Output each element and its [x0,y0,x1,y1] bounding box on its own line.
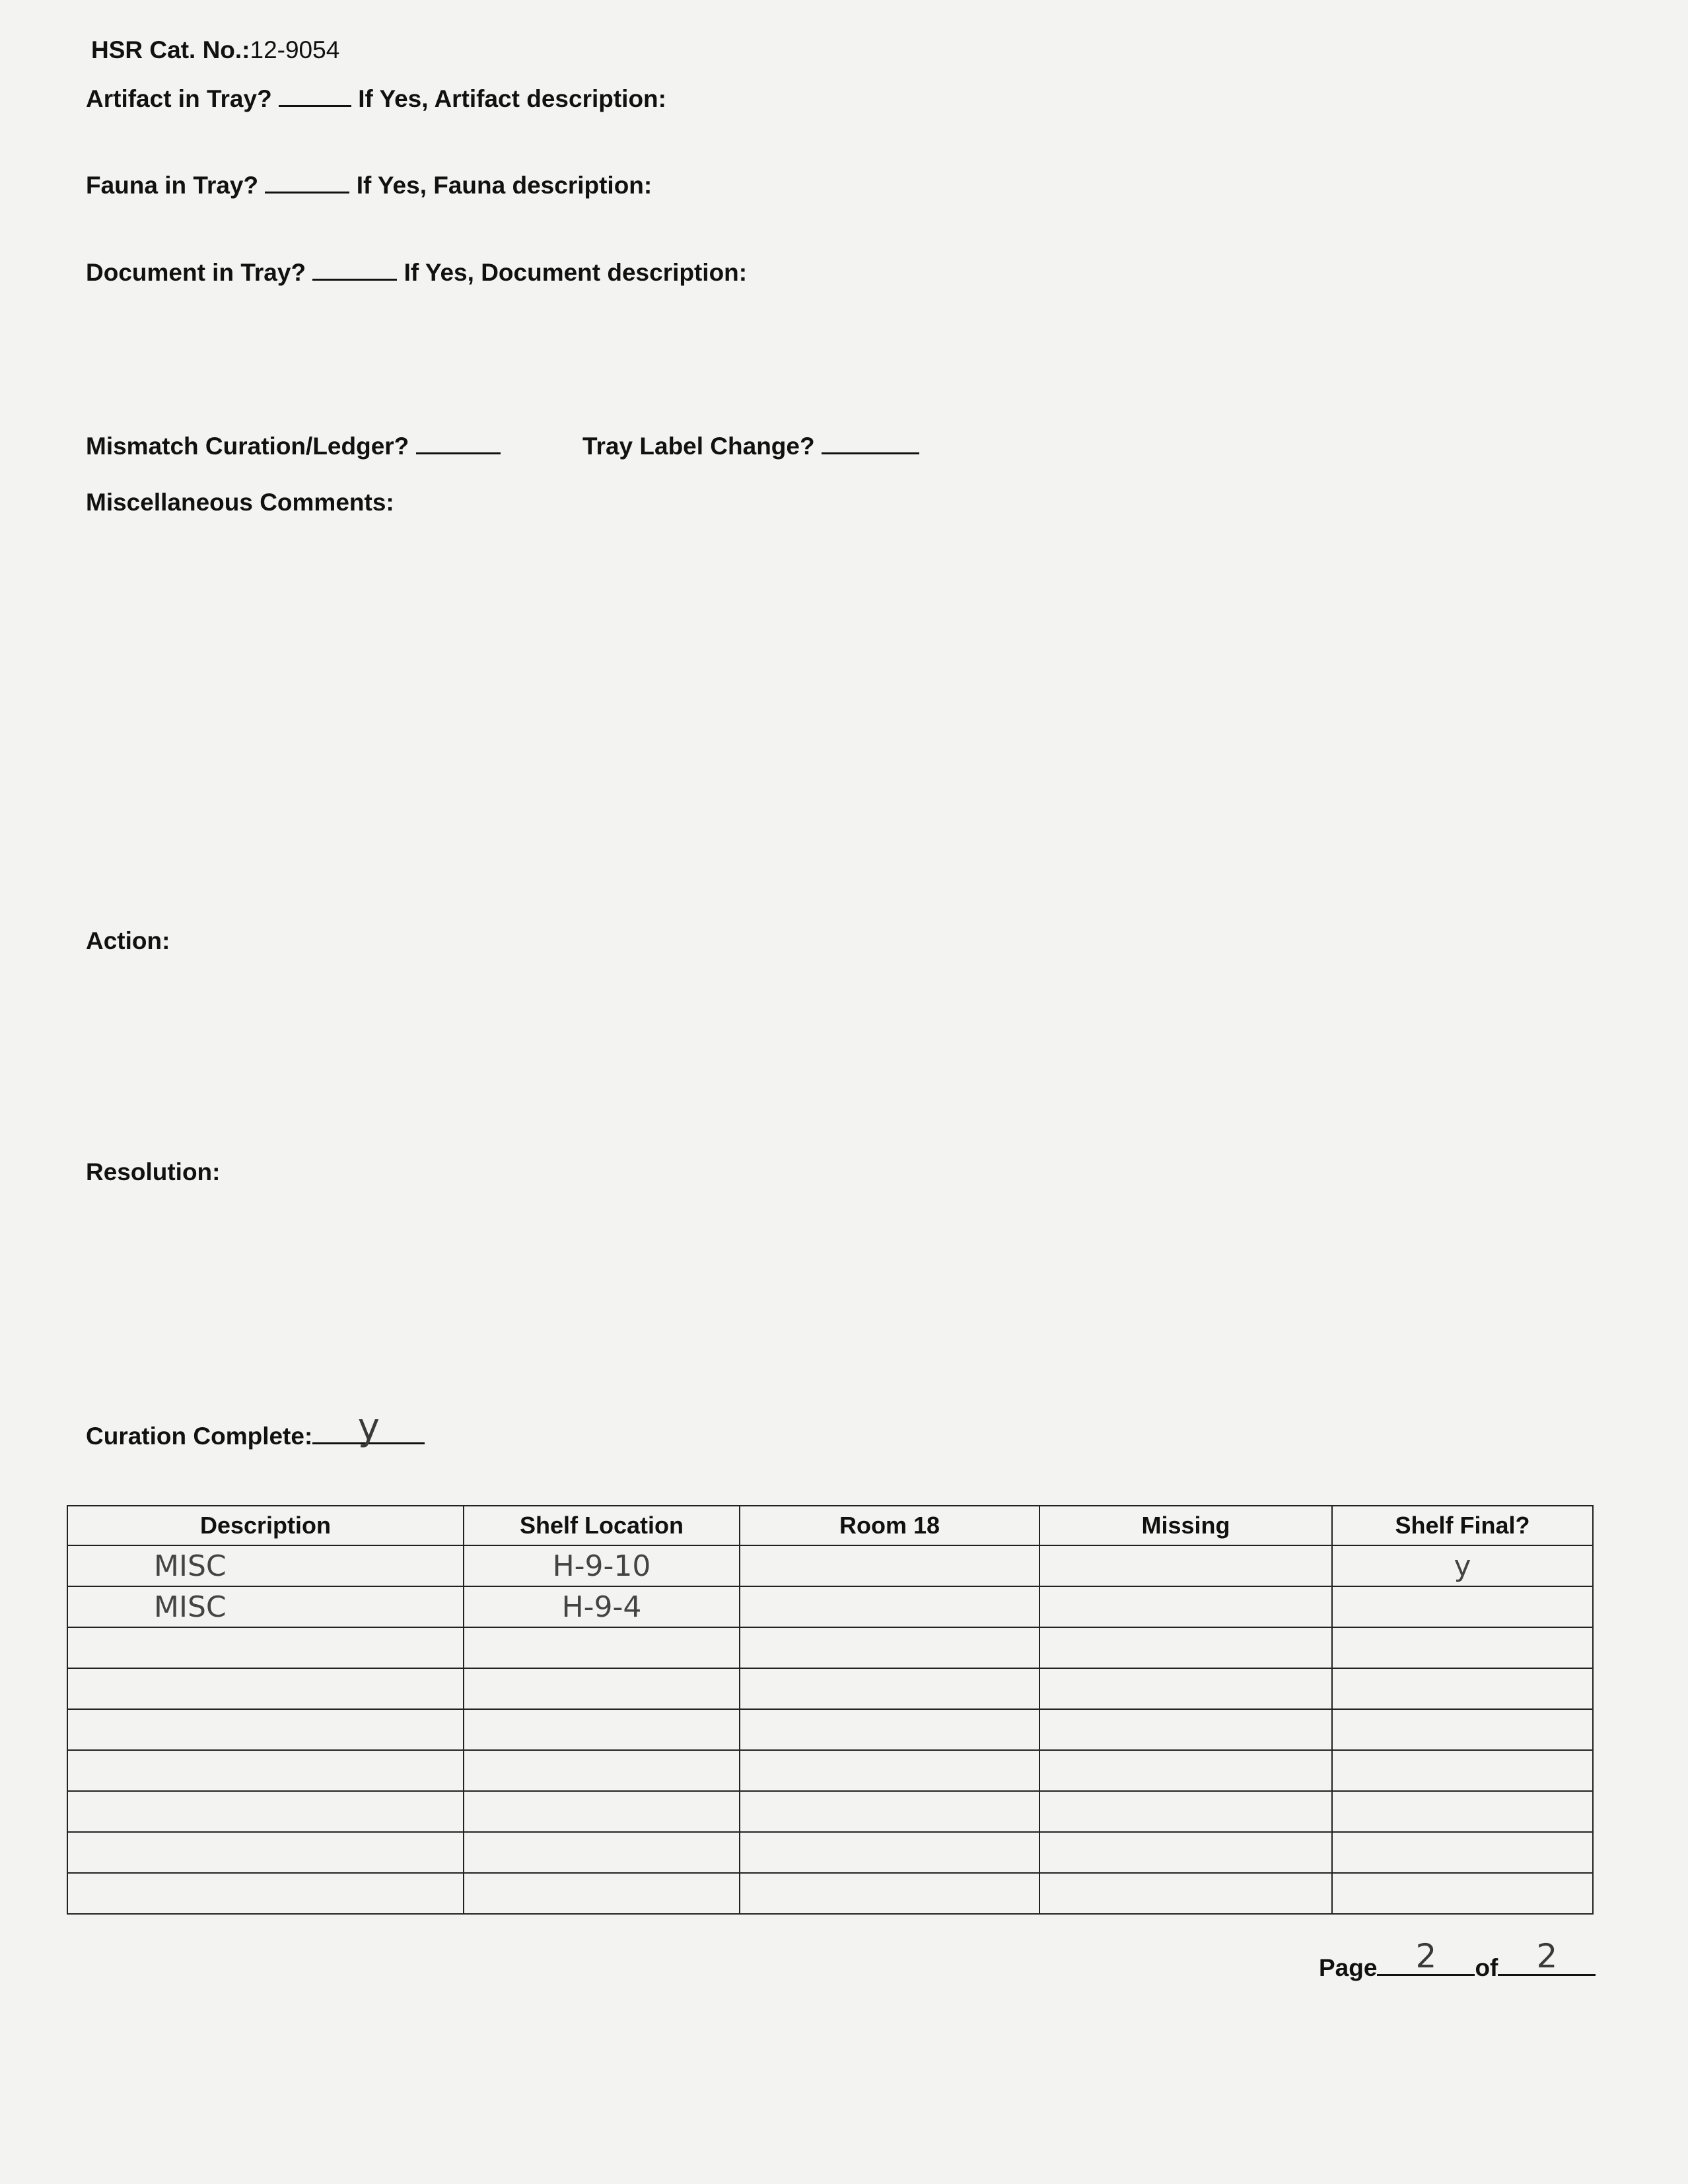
cell-description[interactable] [67,1791,464,1832]
cell-missing[interactable] [1039,1545,1332,1586]
page-label: Page [1319,1954,1378,1981]
artifact-answer-field[interactable] [279,85,351,107]
page-value: 2 [1415,1937,1437,1975]
action-label: Action: [86,927,170,954]
cell-shelf-location[interactable] [464,1627,740,1668]
catalog-number [91,38,339,62]
tray-label-question [582,433,919,458]
mismatch-question [86,433,501,458]
document-answer-field[interactable] [312,259,397,281]
document-question [86,259,747,285]
page-field[interactable] [1377,1937,1475,1976]
cell-shelf-location[interactable] [464,1791,740,1832]
table-row [67,1586,1593,1627]
cell-shelf-location[interactable] [464,1832,740,1873]
of-label: of [1475,1954,1498,1981]
cell-description[interactable] [67,1709,464,1750]
table-row [67,1627,1593,1668]
tray-label-label: Tray Label Change? [582,433,815,460]
table-row [67,1791,1593,1832]
document-desc-label: If Yes, Document description: [404,259,748,286]
cell-room-18[interactable] [740,1709,1039,1750]
curation-complete-value: y [357,1406,380,1449]
cell-missing[interactable] [1039,1668,1332,1709]
cell-missing[interactable] [1039,1873,1332,1914]
fauna-answer-field[interactable] [265,172,349,194]
table-row [67,1668,1593,1709]
cell-shelf-location[interactable]: H-9-4 [464,1586,740,1627]
of-value: 2 [1536,1937,1558,1975]
table-row [67,1709,1593,1750]
cell-description[interactable] [67,1873,464,1914]
table-row [67,1750,1593,1791]
cell-shelf-final[interactable] [1332,1627,1593,1668]
cell-description[interactable] [67,1750,464,1791]
cell-shelf-location[interactable] [464,1750,740,1791]
misc-comments-label: Miscellaneous Comments: [86,489,394,516]
fauna-label: Fauna in Tray? [86,172,259,199]
mismatch-answer-field[interactable] [416,433,501,454]
table-header-row [67,1506,1593,1545]
tray-label-answer-field[interactable] [822,433,919,454]
curation-complete [86,1406,425,1450]
of-field[interactable] [1498,1937,1596,1976]
cell-shelf-location[interactable]: H-9-10 [464,1545,740,1586]
cell-shelf-location[interactable] [464,1873,740,1914]
cell-room-18[interactable] [740,1791,1039,1832]
cell-room-18[interactable] [740,1627,1039,1668]
catalog-value: 12-9054 [250,36,340,63]
table-row [67,1873,1593,1914]
cell-shelf-final[interactable]: y [1332,1545,1593,1586]
shelf-log-table [67,1505,1594,1915]
curation-complete-label: Curation Complete: [86,1423,313,1450]
cell-description[interactable] [67,1668,464,1709]
col-description: Description [67,1506,464,1545]
col-shelf-final: Shelf Final? [1332,1506,1593,1545]
cell-missing[interactable] [1039,1627,1332,1668]
cell-description[interactable]: MISC [67,1545,464,1586]
catalog-label: HSR Cat. No.: [91,36,250,63]
col-room-18: Room 18 [740,1506,1039,1545]
cell-description[interactable] [67,1832,464,1873]
mismatch-label: Mismatch Curation/Ledger? [86,433,409,460]
cell-missing[interactable] [1039,1709,1332,1750]
document-label: Document in Tray? [86,259,306,286]
cell-missing[interactable] [1039,1791,1332,1832]
col-missing: Missing [1039,1506,1332,1545]
table-row [67,1832,1593,1873]
cell-shelf-final[interactable] [1332,1709,1593,1750]
fauna-desc-label: If Yes, Fauna description: [356,172,652,199]
cell-missing[interactable] [1039,1586,1332,1627]
cell-room-18[interactable] [740,1545,1039,1586]
cell-description[interactable] [67,1627,464,1668]
curation-complete-field[interactable] [312,1406,425,1449]
col-shelf-location: Shelf Location [464,1506,740,1545]
fauna-question [86,172,652,197]
cell-shelf-final[interactable] [1332,1873,1593,1914]
cell-shelf-final[interactable] [1332,1668,1593,1709]
artifact-label: Artifact in Tray? [86,85,272,112]
cell-room-18[interactable] [740,1873,1039,1914]
cell-shelf-location[interactable] [464,1668,740,1709]
cell-shelf-final[interactable] [1332,1586,1593,1627]
cell-room-18[interactable] [740,1668,1039,1709]
cell-room-18[interactable] [740,1586,1039,1627]
table-row [67,1545,1593,1586]
cell-room-18[interactable] [740,1832,1039,1873]
cell-shelf-final[interactable] [1332,1750,1593,1791]
cell-shelf-final[interactable] [1332,1832,1593,1873]
artifact-desc-label: If Yes, Artifact description: [358,85,666,112]
cell-shelf-location[interactable] [464,1709,740,1750]
cell-missing[interactable] [1039,1750,1332,1791]
resolution-label: Resolution: [86,1158,221,1185]
artifact-question [86,85,666,111]
cell-room-18[interactable] [740,1750,1039,1791]
cell-shelf-final[interactable] [1332,1791,1593,1832]
cell-description[interactable]: MISC [67,1586,464,1627]
cell-missing[interactable] [1039,1832,1332,1873]
page-number [1319,1937,1596,1981]
